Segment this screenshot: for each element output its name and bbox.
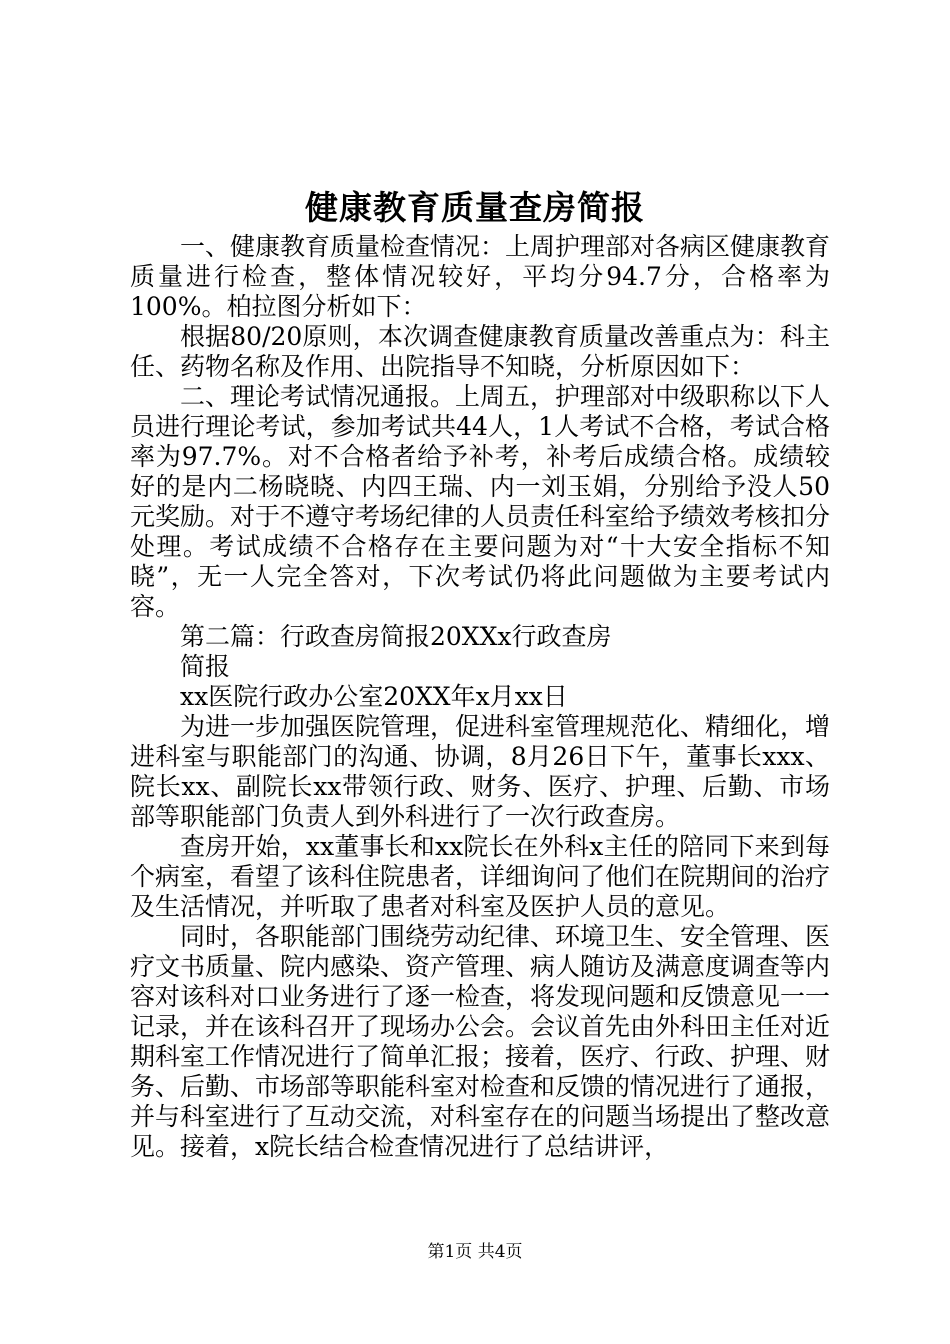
- paragraph-department-inspection: 同时，各职能部门围绕劳动纪律、环境卫生、安全管理、医疗文书质量、院内感染、资产管理、病人随访及满意度调查等内容对该科对口业务进行了逐一检查，将发现问题和反馈意见一一记录，并在该科召开了现场办公会。会议首先由外科田主任对近期科室工作情况进行了简单汇报；接着，医疗、行政、护理、财务、后勤、市场部等职能科室对检查和反馈的情况进行了通报，并与科室进行了互动交流，对科室存在的问题当场提出了整改意见。接着，x院长结合检查情况进行了总结讲评，: [130, 922, 831, 1161]
- page-title: 健康教育质量查房简报: [305, 188, 645, 227]
- document-body: [130, 232, 830, 1162]
- paragraph-theory-exam-report: 二、理论考试情况通报。上周五，护理部对中级职称以下人员进行理论考试，参加考试共44人，1人考试不合格，考试合格率为97.7%。对不合格者给予补考，补考后成绩合格。成绩较好的是内二杨晓晓、内四王瑞、内一刘玉娟，分别给予没人50元奖励。对于不遵守考场纪律的人员责任科室给予绩效考核扣分处理。考试成绩不合格存在主要问题为对“十大安全指标不知晓”，无一人完全答对，下次考试仍将此问题做为主要考试内容。: [130, 382, 831, 621]
- paragraph-issuer-date: xx医院行政办公室20XX年x月xx日: [180, 682, 568, 711]
- page-number-footer: 第1页 共4页: [427, 1242, 523, 1262]
- paragraph-health-education-inspection: 一、健康教育质量检查情况：上周护理部对各病区健康教育质量进行检查，整体情况较好，平均分94.7分，合格率为100%。柏拉图分析如下：: [130, 232, 831, 321]
- paragraph-second-article-heading: 第二篇：行政查房简报20XXx行政查房: [180, 622, 612, 651]
- paragraph-improvement-focus: 根据80/20原则，本次调查健康教育质量改善重点为：科主任、药物名称及作用、出院指导不知晓，分析原因如下：: [130, 322, 830, 381]
- paragraph-briefing-label: 简报: [180, 652, 231, 681]
- paragraph-rounds-visit: 查房开始，xx董事长和xx院长在外科x主任的陪同下来到每个病室，看望了该科住院患者，详细询问了他们在院期间的治疗及生活情况，并听取了患者对科室及医护人员的意见。: [130, 832, 831, 921]
- paragraph-admin-rounds-intro: 为进一步加强医院管理，促进科室管理规范化、精细化，增进科室与职能部门的沟通、协调，8月26日下午，董事长xxx、院长xx、副院长xx带领行政、财务、医疗、护理、后勤、市场部等职能部门负责人到外科进行了一次行政查房。: [130, 712, 831, 831]
